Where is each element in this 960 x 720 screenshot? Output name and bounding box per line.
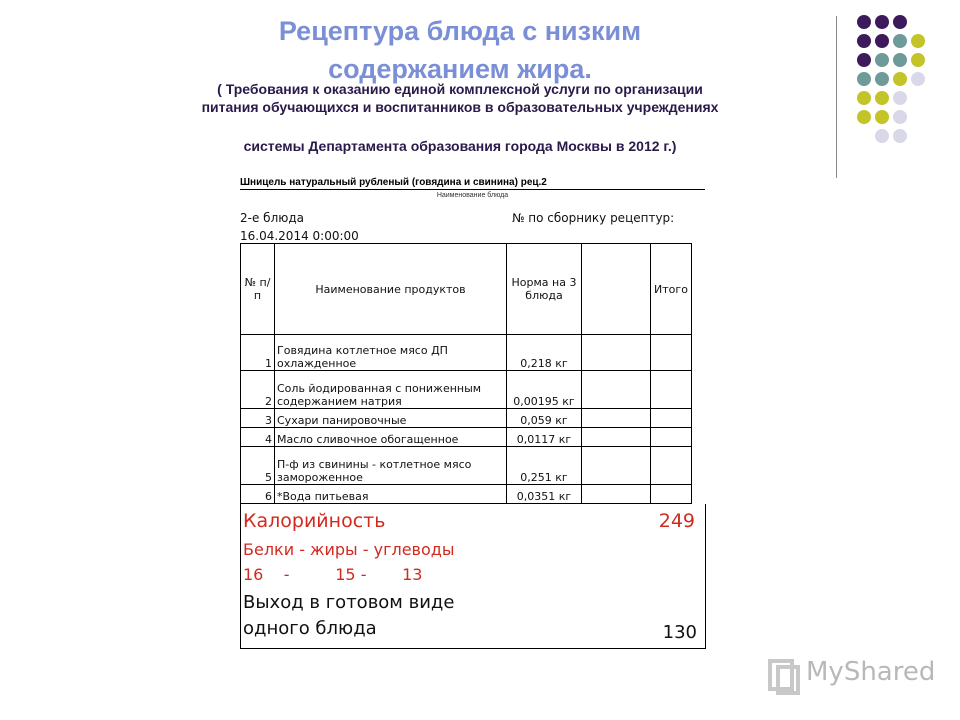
decor-dot <box>875 53 889 67</box>
decor-dot <box>857 53 871 67</box>
row-total <box>651 335 692 371</box>
row-num: 6 <box>241 485 275 504</box>
table-row <box>241 447 692 485</box>
decor-divider <box>836 16 837 178</box>
row-empty <box>582 335 651 371</box>
row-num: 3 <box>241 409 275 428</box>
row-norm: 0,059 кг <box>507 409 582 428</box>
row-total <box>651 409 692 428</box>
slide-title <box>110 12 810 88</box>
header-name: Наименование продуктов <box>275 244 507 335</box>
decor-dot <box>875 15 889 29</box>
dish-category: 2-е блюда <box>240 211 304 225</box>
row-total <box>651 428 692 447</box>
dish-name: Шницель натуральный рубленый (говядина и свинина) рец.2 <box>240 177 705 190</box>
header-norm: Норма на 3 блюда <box>507 244 582 335</box>
row-total <box>651 485 692 504</box>
title-line-2: содержанием жира. <box>328 54 592 84</box>
decor-dot <box>893 110 907 124</box>
header-empty <box>582 244 651 335</box>
row-norm: 0,0351 кг <box>507 485 582 504</box>
row-norm: 0,218 кг <box>507 335 582 371</box>
bju-values: 16 - 15 - 13 <box>243 565 423 584</box>
decor-dot <box>857 110 871 124</box>
ingredients-table <box>240 243 692 504</box>
row-empty <box>582 428 651 447</box>
decor-dot <box>911 72 925 86</box>
row-norm: 0,00195 кг <box>507 371 582 409</box>
dish-date: 16.04.2014 0:00:00 <box>240 229 359 243</box>
row-product: П-ф из свинины - котлетное мясо замороженное <box>275 447 507 485</box>
row-product: *Вода питьевая <box>275 485 507 504</box>
yield-value: 130 <box>662 622 697 643</box>
header-num: № п/п <box>241 244 275 335</box>
row-product: Говядина котлетное мясо ДП охлажденное <box>275 335 507 371</box>
row-total <box>651 371 692 409</box>
row-num: 5 <box>241 447 275 485</box>
yield-label-2: одного блюда <box>243 618 377 639</box>
dish-caption: Наименование блюда <box>436 192 509 199</box>
row-product: Сухари панировочные <box>275 409 507 428</box>
row-num: 2 <box>241 371 275 409</box>
decor-dot <box>875 91 889 105</box>
watermark-logo <box>766 655 936 695</box>
decor-dot <box>857 72 871 86</box>
bju-label: Белки - жиры - углеводы <box>243 540 455 559</box>
row-empty <box>582 485 651 504</box>
decor-dot <box>911 53 925 67</box>
decor-dot <box>875 72 889 86</box>
decor-dot <box>857 34 871 48</box>
decor-dot <box>857 15 871 29</box>
table-header-row <box>241 244 692 335</box>
decor-dot <box>893 91 907 105</box>
row-num: 4 <box>241 428 275 447</box>
table-row <box>241 335 692 371</box>
row-product: Масло сливочное обогащенное <box>275 428 507 447</box>
decor-dot <box>893 72 907 86</box>
recipe-number-label: № по сборнику рецептур: <box>512 211 675 225</box>
table-row <box>241 371 692 409</box>
row-norm: 0,251 кг <box>507 447 582 485</box>
row-empty <box>582 447 651 485</box>
row-empty <box>582 409 651 428</box>
decor-dot <box>875 110 889 124</box>
subtitle-line-3: системы Департамента образования города Москвы в 2012 г.) <box>243 138 677 154</box>
table-row <box>241 428 692 447</box>
table-row <box>241 409 692 428</box>
yield-label-1: Выход в готовом виде <box>243 592 455 613</box>
watermark-text: MyShared <box>806 657 936 687</box>
decor-dot <box>893 53 907 67</box>
header-total: Итого <box>651 244 692 335</box>
row-total <box>651 447 692 485</box>
subtitle-line-2: питания обучающихся и воспитанников в образовательных учреждениях <box>201 99 719 115</box>
table-row <box>241 485 692 504</box>
calorie-label: Калорийность <box>243 510 386 532</box>
decor-dot <box>857 91 871 105</box>
slides-icon <box>766 655 802 695</box>
row-product: Соль йодированная с пониженным содержанием натрия <box>275 371 507 409</box>
title-line-1: Рецептура блюда с низким <box>278 16 642 46</box>
row-empty <box>582 371 651 409</box>
decor-dot <box>893 34 907 48</box>
row-num: 1 <box>241 335 275 371</box>
row-norm: 0,0117 кг <box>507 428 582 447</box>
calorie-value: 249 <box>658 510 695 532</box>
nutrition-summary <box>240 504 706 649</box>
decor-dot <box>875 129 889 143</box>
slide-subtitle <box>100 80 820 116</box>
decor-dot <box>893 129 907 143</box>
decor-dot <box>875 34 889 48</box>
decor-dot <box>893 15 907 29</box>
decor-dot <box>911 34 925 48</box>
subtitle-line-1: ( Требования к оказанию единой комплексной услуги по организации <box>217 81 703 97</box>
